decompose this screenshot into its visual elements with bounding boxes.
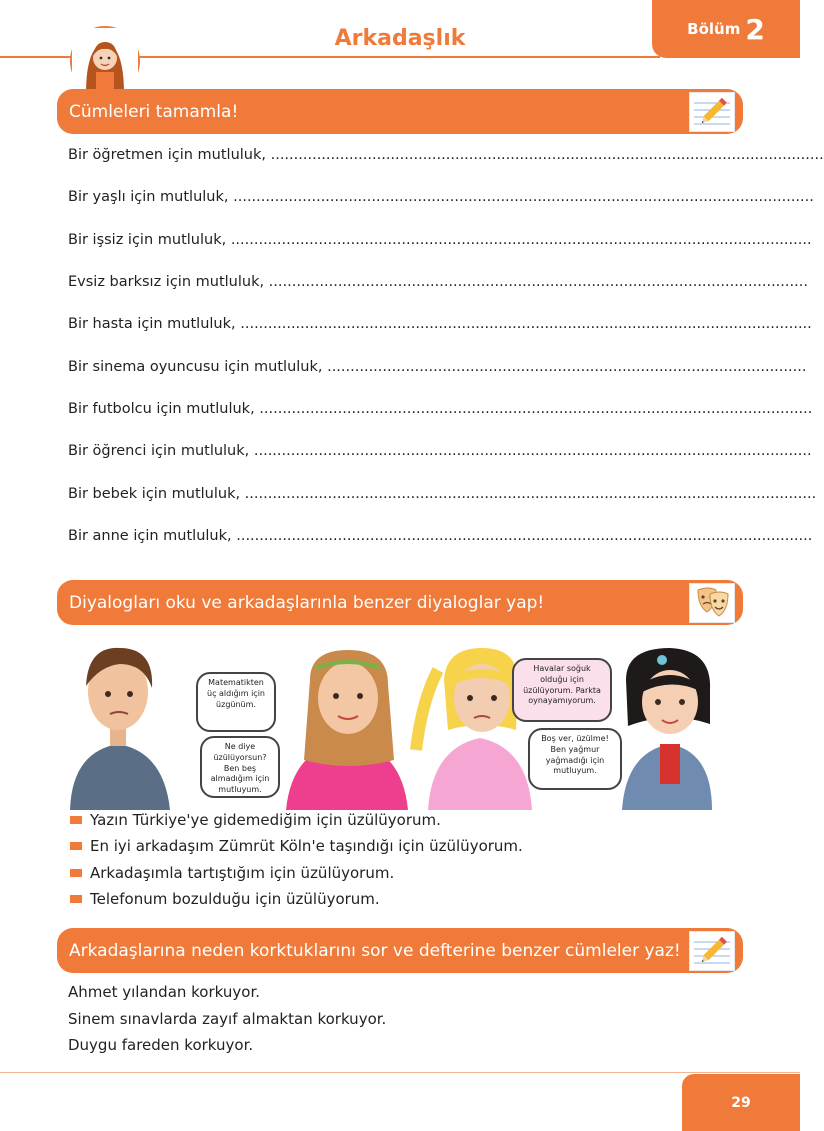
chapter-label: Bölüm	[687, 20, 741, 38]
boy-figure	[70, 648, 170, 810]
sentence-line: Bir işsiz için mutluluk, ..............................................................................................................................	[68, 232, 812, 248]
section-title: Cümleleri tamamla!	[69, 101, 239, 122]
sentence-line: Bir bebek için mutluluk, ............................................................................................................................	[68, 486, 817, 502]
sentence-line: Bir öğretmen için mutluluk, ........................................................................................................................	[68, 147, 824, 163]
sentence-line: Bir anne için mutluluk, .............................................................................................................................	[68, 528, 813, 544]
sentence-line: Bir futbolcu için mutluluk, ........................................................................................................................	[68, 401, 813, 417]
example-sentence: Ahmet yılandan korkuyor.	[68, 983, 260, 1001]
example-sentence: Duygu fareden korkuyor.	[68, 1036, 254, 1054]
sentence-line: Bir yaşlı için mutluluk, ..............................................................................................................................	[68, 189, 814, 205]
section-banner-fears	[57, 928, 743, 973]
speech-bubble: Ne diye üzülüyorsun? Ben beş almadığım için mutluyum.	[200, 736, 280, 798]
section-title: Arkadaşlarına neden korktuklarını sor ve defterine benzer cümleler yaz!	[69, 940, 681, 961]
dialogue-illustration	[66, 640, 712, 810]
bullet-item	[70, 864, 394, 882]
sentence-line: Bir sinema oyuncusu için mutluluk, ........................................................................................................	[68, 359, 807, 375]
chapter-number: 2	[745, 12, 765, 46]
sentence-line: Bir hasta için mutluluk, ............................................................................................................................	[68, 316, 812, 332]
page-number-tab	[682, 1074, 800, 1131]
section-banner-complete-sentences	[57, 89, 743, 134]
bullet-text: Arkadaşımla tartıştığım için üzülüyorum.	[90, 864, 395, 882]
theater-masks-icon	[689, 583, 735, 623]
footer-rule	[0, 1072, 800, 1073]
pencil-paper-icon	[689, 92, 735, 132]
chapter-tab	[652, 0, 800, 58]
bullet-text: En iyi arkadaşım Zümrüt Köln'e taşındığı için üzülüyorum.	[90, 837, 523, 855]
page-title: Arkadaşlık	[334, 26, 466, 51]
bullet-item	[70, 890, 380, 908]
speech-bubble: Boş ver, üzülme! Ben yağmur yağmadığı için mutluyum.	[528, 728, 622, 790]
speech-bubble: Matematikten üç aldığım için üzgünüm.	[196, 672, 276, 732]
girl-darkhair-figure	[622, 648, 712, 810]
bullet-text: Yazın Türkiye'ye gidemediğim için üzülüyorum.	[90, 811, 441, 829]
pencil-paper-icon	[689, 931, 735, 971]
bullet-marker	[70, 895, 82, 903]
bullet-text: Telefonum bozulduğu için üzülüyorum.	[90, 890, 380, 908]
bullet-item	[70, 837, 523, 855]
bullet-marker	[70, 869, 82, 877]
section-banner-dialogues	[57, 580, 743, 625]
girl-pink-figure	[286, 650, 408, 810]
speech-bubble: Havalar soğuk olduğu için üzülüyorum. Parkta oynayamıyorum.	[512, 658, 612, 722]
sentence-line: Bir öğrenci için mutluluk, .........................................................................................................................	[68, 443, 812, 459]
sentence-line: Evsiz barksız için mutluluk, .....................................................................................................................	[68, 274, 808, 290]
example-sentence: Sinem sınavlarda zayıf almaktan korkuyor.	[68, 1010, 387, 1028]
page-number: 29	[731, 1094, 751, 1111]
bullet-marker	[70, 842, 82, 850]
section-title: Diyalogları oku ve arkadaşlarınla benzer diyaloglar yap!	[69, 592, 545, 613]
bullet-marker	[70, 816, 82, 824]
bullet-item	[70, 811, 441, 829]
